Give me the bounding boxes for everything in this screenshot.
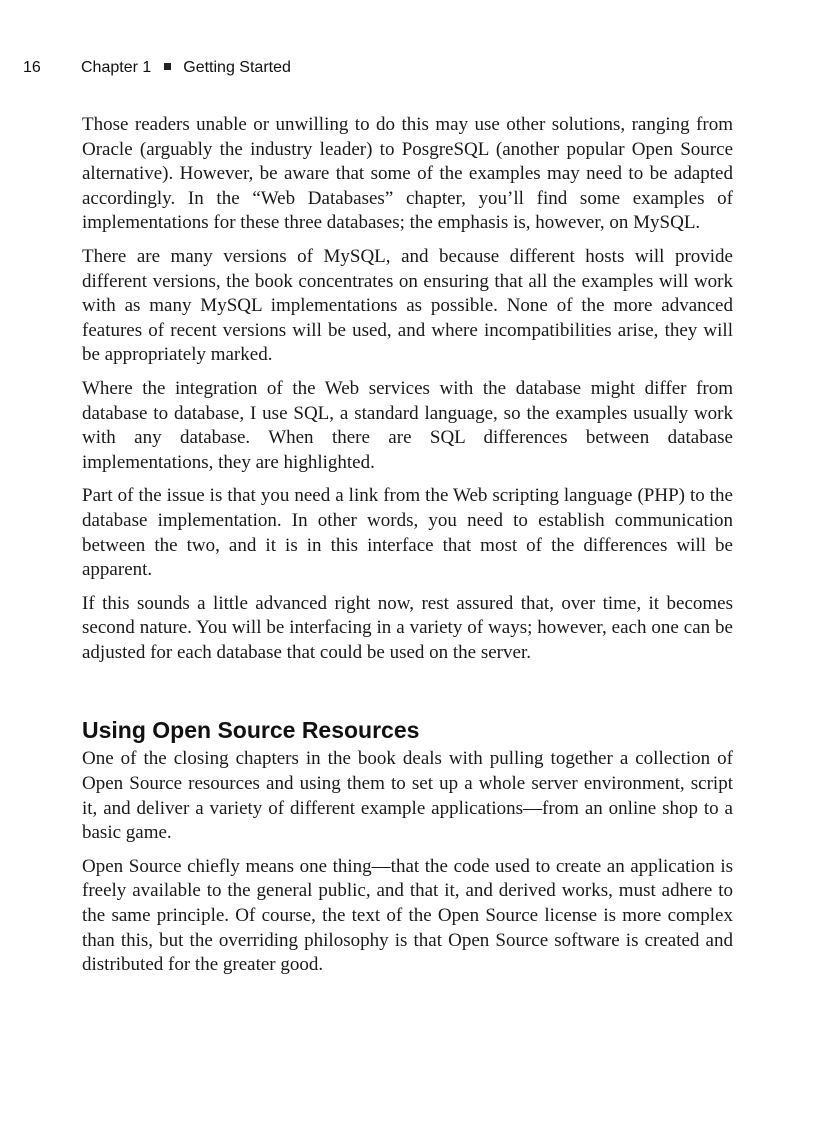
paragraph: Where the integration of the Web services with the database might differ from database to database, I use SQL, a standard language, so the examples usually work with any database. When there are SQL differences between database implementations, they are highlighted.: [82, 377, 733, 473]
body-text: [82, 113, 733, 987]
running-head: [23, 57, 291, 79]
section-heading: Using Open Source Resources: [82, 717, 420, 744]
paragraph: There are many versions of MySQL, and because different hosts will provide different versions, the book concentrates on ensuring that all the examples will work with as many MySQL implementations as possible. None of the more advanced features of recent versions will be used, and where incompatibilities arise, they will be appropriately marked.: [82, 245, 733, 366]
page-number: 16: [23, 59, 41, 76]
paragraph: One of the closing chapters in the book deals with pulling together a collection of Open Source resources and using them to set up a whole server environment, script it, and deliver a variety of different example applications—from an online shop to a basic game.: [82, 748, 733, 844]
square-bullet-icon: [164, 63, 171, 70]
paragraph: Those readers unable or unwilling to do this may use other solutions, ranging from Oracle (arguably the industry leader) to PosgreSQL (another popular Open Source alternative). However, be aware that some of the examples may need to be adapted accordingly. In the “Web Databases” chapter, you’ll find some examples of implementations for these three databases; the emphasis is, however, on MySQL.: [82, 114, 733, 234]
paragraph: Part of the issue is that you need a link from the Web scripting language (PHP) to the database implementation. In other words, you need to establish communication between the two, and it is in this interface that most of the differences will be apparent.: [82, 485, 733, 581]
paragraph: Open Source chiefly means one thing—that the code used to create an application is freely available to the general public, and that it, and derived works, must adhere to the same principle. Of course, the text of the Open Source license is more complex than this, but the overriding philosophy is that Open Source software is created and distributed for the greater good.: [82, 855, 733, 976]
paragraph: If this sounds a little advanced right now, rest assured that, over time, it becomes second nature. You will be interfacing in a variety of ways; however, each one can be adjusted for each database that could be used on the server.: [82, 592, 733, 663]
chapter-title: Getting Started: [183, 59, 291, 76]
chapter-label: Chapter 1: [81, 59, 152, 76]
